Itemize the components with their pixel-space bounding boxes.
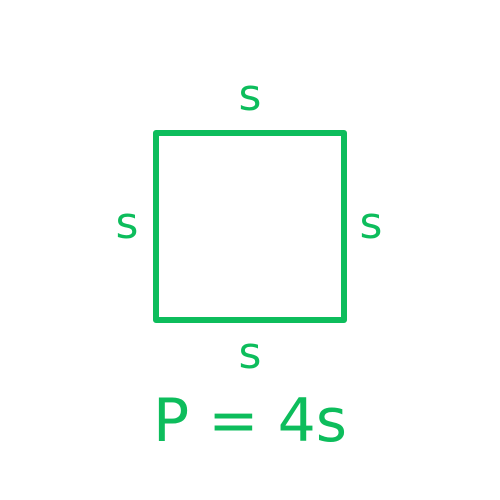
side-label-left: s bbox=[115, 198, 139, 249]
perimeter-formula: P = 4s bbox=[152, 386, 348, 456]
side-label-right: s bbox=[359, 198, 383, 249]
side-label-top: s bbox=[238, 70, 262, 121]
square-shape bbox=[153, 130, 347, 323]
side-label-bottom: s bbox=[238, 328, 262, 379]
